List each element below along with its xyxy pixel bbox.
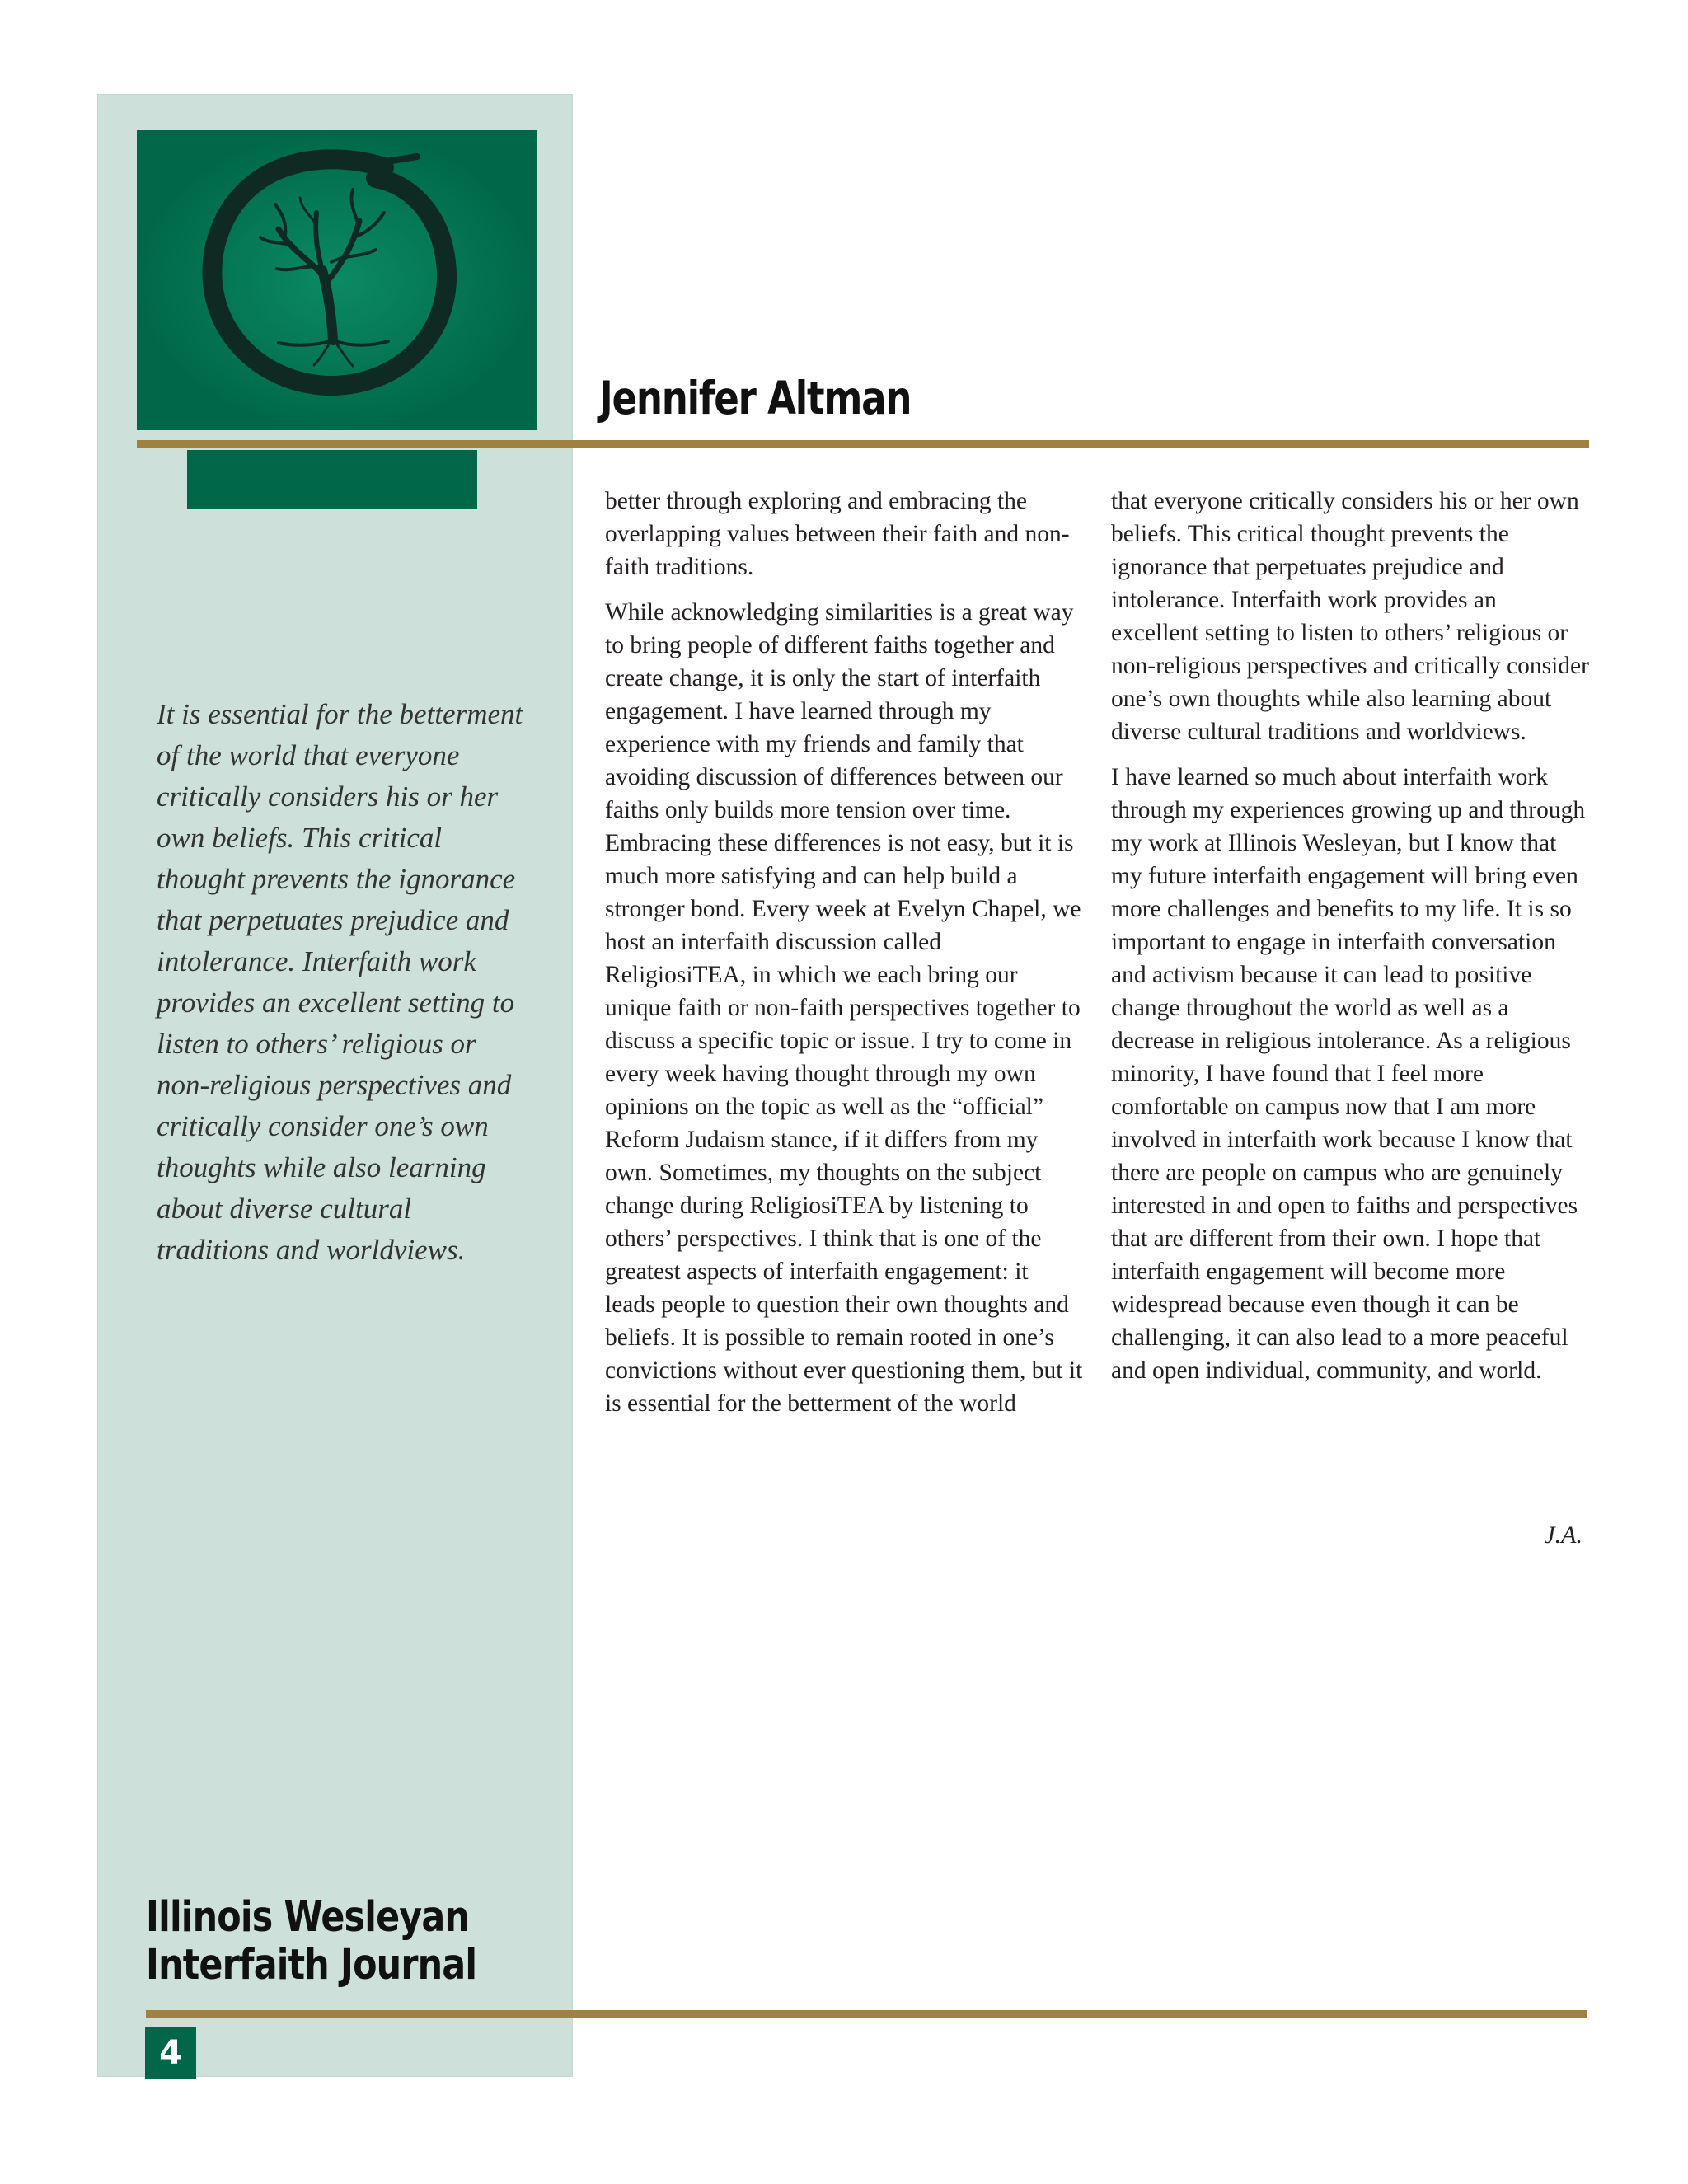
- article-title: Jennifer Altman: [599, 372, 912, 424]
- page-number: 4: [145, 2027, 196, 2079]
- body-paragraph: I have learned so much about interfaith work through my experiences growing up and through my work at Illinois Wesleyan, but I know that my future interfaith engagement will bring even more challenges and benefits to my life. It is so important to engage in interfaith conversation and activism because it can lead to positive change throughout the world as well as a decrease in religious intolerance. As a religious minority, I have found that I feel more comfortable on campus now that I am more involved in interfaith work because I know that there are people on campus who are genuinely interested in and open to faiths and perspectives that are different from their own. I hope that interfaith engagement will become more widespread because even though it can be challenging, it can also lead to a more peaceful and open individual, community, and world.: [1111, 764, 1586, 1384]
- footer-rule: [146, 2010, 1587, 2018]
- header-rule: [137, 440, 1589, 448]
- body-paragraph: While acknowledging similarities is a great way to bring people of different faiths together and create change, it is only the start of interfaith engagement. I have learned through my experience with my friends and family that avoiding discussion of differences between our faiths only builds more tension over time. Embracing these differences is not easy, but it is much more satisfying and can help build a stronger bond. Every week at Evelyn Chapel, we host an interfaith discussion called ReligiosiTEA, in which we each bring our unique faith or non-faith perspectives together to discuss a specific topic or issue. I try to come in every week having thought through my own opinions on the topic as well as the “official” Reform Judaism stance, if it differs from my own. Sometimes, my thoughts on the subject change during ReligiosiTEA by listening to others’ perspectives. I think that is one of the greatest aspects of interfaith engagement: it leads people to question their own thoughts and beliefs. It is possible to remain rooted in one’s convictions without ever questioning them, but it is essential for the betterment of the world: [605, 599, 1083, 1417]
- body-column-1: [605, 485, 1083, 1432]
- body-column-2: [1111, 485, 1589, 1399]
- journal-name-line2: Interfaith Journal: [146, 1941, 477, 1990]
- author-signature: J.A.: [1544, 1521, 1582, 1549]
- journal-name: [146, 1894, 476, 1990]
- body-paragraph-continued: that everyone critically considers his or her own beliefs. This critical thought prevents the ignorance that perpetuates prejudice and intolerance. Interfaith work provides an excellent setting to listen to others’ religious or non-religious perspectives and critically consider one’s own thoughts while also learning about diverse cultural traditions and worldviews.: [1111, 488, 1589, 745]
- body-paragraph: better through exploring and embracing the overlapping values between their faith and non-faith traditions.: [605, 488, 1070, 580]
- journal-name-line1: Illinois Wesleyan: [146, 1893, 470, 1942]
- logo-tab: [187, 450, 477, 509]
- tree-in-circle-icon: [137, 130, 537, 430]
- pull-quote: It is essential for the betterment of the world that everyone critically considers his or her own beliefs. This critical thought prevents the ignorance that perpetuates prejudice and intolerance. Interfaith work provides an excellent setting to listen to others’ religious or non-religious perspectives and critically consider one’s own thoughts while also learning about diverse cultural traditions and worldviews.: [157, 698, 523, 1266]
